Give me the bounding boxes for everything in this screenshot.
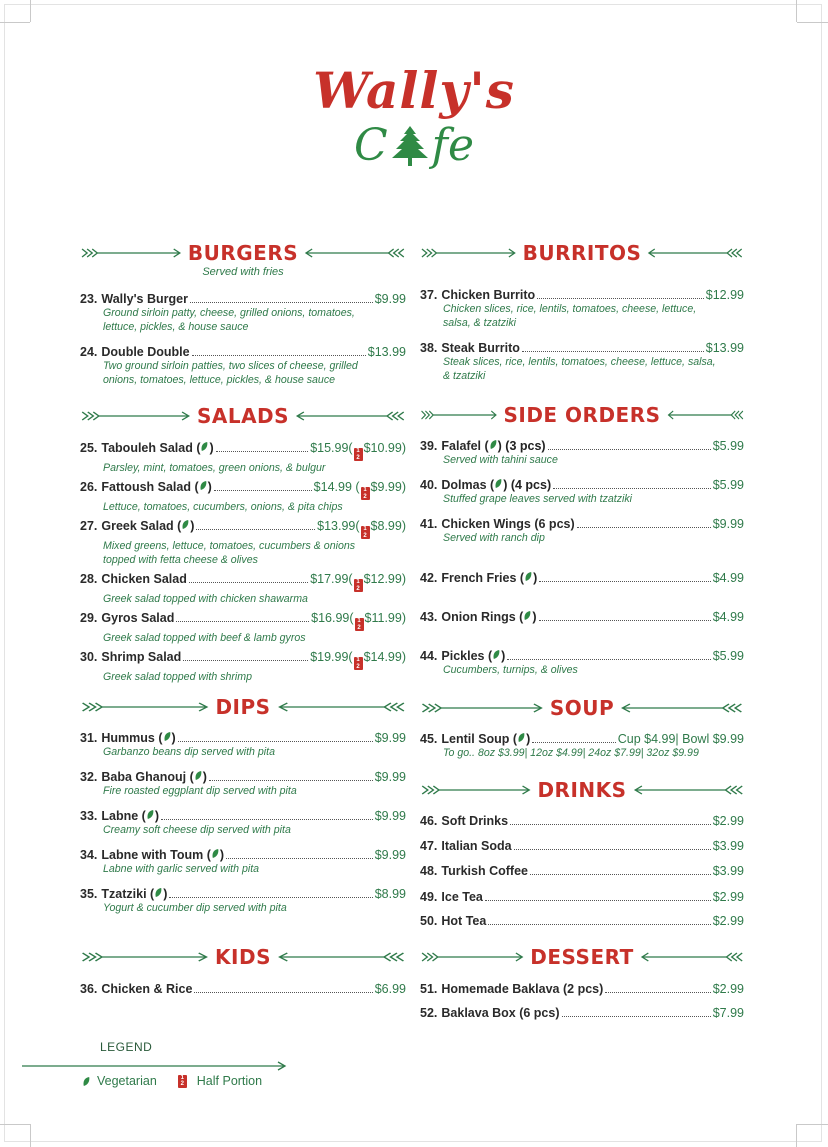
item-name: Tzatziki ( — [101, 887, 155, 901]
item-price: $13.99( 1 2 $8.99) — [317, 519, 406, 539]
item-number: 40. — [420, 478, 438, 492]
item-name: Pickles ( — [441, 649, 493, 663]
vegetarian-leaf-icon — [524, 571, 533, 582]
item-description: lettuce, pickles, & house sauce — [103, 321, 249, 333]
item-number: 47. — [420, 839, 438, 853]
item-name: Soft Drinks — [441, 814, 509, 828]
section-header — [420, 940, 744, 974]
item-price: $12.99 — [705, 288, 744, 302]
dot-leader — [189, 582, 308, 583]
item-number: 30. — [80, 650, 98, 664]
item-number: 32. — [80, 770, 98, 784]
vegetarian-leaf-icon — [523, 610, 532, 621]
item-description: Greek salad topped with beef & lamb gyros — [103, 632, 306, 644]
section-header — [420, 691, 744, 725]
item-name: Labne ( — [101, 809, 146, 823]
arrow-left-icon — [640, 950, 744, 964]
item-name: French Fries ( — [441, 571, 525, 585]
arrow-right-icon — [420, 246, 517, 260]
dot-leader — [176, 621, 309, 622]
item-number: 24. — [80, 345, 98, 359]
item-description: Ground sirloin patty, cheese, grilled onions, tomatoes, — [103, 307, 355, 319]
menu-item — [420, 890, 744, 904]
menu-item: 44. Pickles ( ) $5.99 Cucumbers, turnips, & olives — [420, 649, 744, 676]
vegetarian-leaf-icon — [494, 478, 503, 489]
menu-item: 39. Falafel ( ) (3 pcs) $5.99 Served with tahini sauce — [420, 439, 744, 466]
item-price: $17.99( 1 2 $12.99) — [310, 572, 406, 592]
dot-leader — [510, 824, 711, 825]
menu-item — [420, 864, 744, 878]
arrow-right-icon — [80, 409, 191, 423]
dot-leader — [178, 741, 373, 742]
item-number: 28. — [80, 572, 98, 586]
item-price: $6.99 — [374, 982, 406, 996]
arrow-right-icon — [420, 701, 544, 715]
item-number: 43. — [420, 610, 438, 624]
item-name: Greek Salad ( — [101, 519, 182, 533]
item-price: $2.99 — [712, 914, 744, 928]
item-name: Chicken Salad — [101, 572, 187, 586]
dot-leader — [190, 302, 373, 303]
item-description: Labne with garlic served with pita — [103, 863, 260, 875]
menu-item: 26. Fattoush Salad ( ) $14.99 ( 1 2 $9.99) Lettuce, tomatoes, cucumbers, onions, & pita chips — [80, 480, 406, 513]
menu-item — [420, 288, 744, 330]
item-price: $2.99 — [712, 890, 744, 904]
item-description: Fire roasted eggplant dip served with pita — [103, 785, 297, 797]
item-description: Cucumbers, turnips, & olives — [443, 664, 578, 676]
item-number: 42. — [420, 571, 438, 585]
menu-item — [420, 914, 744, 928]
section-header — [420, 773, 744, 807]
menu-item — [420, 814, 744, 828]
dot-leader — [553, 488, 711, 489]
item-name: Italian Soda — [441, 839, 512, 853]
arrow-right-icon — [80, 700, 209, 714]
menu-item: 40. Dolmas ( ) (4 pcs) $5.99 Stuffed grape leaves served with tzatziki — [420, 478, 744, 505]
item-price: $9.99 — [374, 809, 406, 823]
legend-items — [22, 1074, 292, 1088]
dot-leader — [514, 849, 711, 850]
dot-leader — [488, 924, 710, 925]
menu-item: 25. Tabouleh Salad ( ) $15.99( 1 2 $10.99) Parsley, mint, tomatoes, green onions, & bulgur — [80, 441, 406, 474]
dot-leader — [507, 659, 710, 660]
item-description: Mixed greens, lettuce, tomatoes, cucumbers & onions — [103, 540, 356, 552]
crop-mark — [797, 22, 828, 23]
item-description: Two ground sirloin patties, two slices of cheese, grilled — [103, 360, 358, 372]
item-price: $14.99 ( 1 2 $9.99) — [313, 480, 406, 500]
item-price: $8.99 — [374, 887, 406, 901]
section-title: KIDS — [215, 945, 271, 969]
menu-item: 34. Labne with Toum ( ) $9.99 Labne with garlic served with pita — [80, 848, 406, 875]
item-name: Onion Rings ( — [441, 610, 524, 624]
item-description: onions, tomatoes, lettuce, pickles, & house sauce — [103, 374, 336, 386]
item-description: Greek salad topped with shrimp — [103, 671, 252, 683]
vegetarian-leaf-icon — [82, 1076, 91, 1087]
item-number: 33. — [80, 809, 98, 823]
vegetarian-leaf-icon — [489, 439, 498, 450]
section-header — [420, 398, 744, 432]
section-title: DIPS — [215, 695, 271, 719]
crop-mark — [0, 22, 30, 23]
vegetarian-leaf-icon — [492, 649, 501, 660]
item-number: 31. — [80, 731, 98, 745]
dot-leader — [226, 858, 373, 859]
menu-item — [80, 292, 406, 334]
item-price: $16.99( 1 2 $11.99) — [311, 611, 406, 631]
item-number: 37. — [420, 288, 438, 302]
menu-item: 35. Tzatziki ( ) $8.99 Yogurt & cucumber dip served with pita — [80, 887, 406, 914]
item-description: Creamy soft cheese dip served with pita — [103, 824, 291, 836]
half-portion-icon: 1 2 — [354, 657, 363, 670]
arrow-right-icon — [420, 950, 524, 964]
item-name: Baba Ghanouj ( — [101, 770, 194, 784]
dot-leader — [577, 527, 711, 528]
item-number: 51. — [420, 982, 438, 996]
half-portion-icon: 1 2 — [361, 526, 370, 539]
item-price: $9.99 — [374, 848, 406, 862]
item-price: $3.99 — [712, 839, 744, 853]
arrow-right-icon — [420, 783, 531, 797]
menu-item — [80, 650, 406, 684]
dot-leader — [562, 1016, 711, 1017]
dot-leader — [196, 529, 315, 530]
section-header — [80, 399, 406, 433]
item-name: Tabouleh Salad ( — [101, 441, 201, 455]
item-price: $3.99 — [712, 864, 744, 878]
arrow-left-icon — [667, 408, 744, 422]
arrow-left-icon — [647, 246, 744, 260]
item-description: Yogurt & cucumber dip served with pita — [103, 902, 287, 914]
item-description: Parsley, mint, tomatoes, green onions, & bulgur — [103, 462, 326, 474]
vegetarian-leaf-icon — [154, 887, 163, 898]
section-header — [420, 236, 744, 270]
item-price: $15.99( 1 2 $10.99) — [310, 441, 406, 461]
arrow-left-icon — [277, 950, 406, 964]
item-number: 39. — [420, 439, 438, 453]
item-number: 29. — [80, 611, 98, 625]
arrow-right-icon — [80, 950, 209, 964]
item-number: 25. — [80, 441, 98, 455]
item-price: $4.99 — [712, 571, 744, 585]
vegetarian-leaf-icon — [200, 441, 209, 452]
logo-title: Wally's — [313, 61, 515, 120]
section-title: SIDE ORDERS — [503, 403, 661, 427]
item-name: Falafel ( — [441, 439, 489, 453]
menu-item — [420, 517, 744, 545]
menu-item — [80, 345, 406, 387]
section-title: BURRITOS — [522, 241, 642, 265]
item-price: $5.99 — [712, 649, 744, 663]
item-description: Steak slices, rice, lentils, tomatoes, cheese, lettuce, salsa, — [443, 356, 716, 368]
arrow-left-icon — [633, 783, 744, 797]
item-price: $9.99 — [712, 517, 744, 531]
dot-leader — [485, 900, 711, 901]
item-price: $5.99 — [712, 439, 744, 453]
menu-item — [420, 839, 744, 853]
item-name: Shrimp Salad — [101, 650, 182, 664]
half-portion-icon: 1 2 — [354, 579, 363, 592]
item-name: Dolmas ( — [441, 478, 495, 492]
item-number: 45. — [420, 732, 438, 746]
dot-leader — [532, 742, 615, 743]
vegetarian-leaf-icon — [211, 848, 220, 859]
item-name: Homemade Baklava (2 pcs) — [441, 982, 604, 996]
legend-half-portion: Half Portion — [196, 1074, 263, 1088]
vegetarian-leaf-icon — [146, 809, 155, 820]
dot-leader — [537, 298, 704, 299]
menu-item: 27. Greek Salad ( ) $13.99( 1 2 $8.99) Mixed greens, lettuce, tomatoes, cucumbers & onions topped with fetta cheese & olives — [80, 519, 406, 566]
arrow-left-icon — [620, 701, 744, 715]
dot-leader — [183, 660, 308, 661]
item-price: $19.99( 1 2 $14.99) — [310, 650, 406, 670]
item-price: $5.99 — [712, 478, 744, 492]
menu-item: 33. Labne ( ) $9.99 Creamy soft cheese dip served with pita — [80, 809, 406, 836]
item-name: Hummus ( — [101, 731, 163, 745]
menu-item: 32. Baba Ghanouj ( ) $9.99 Fire roasted eggplant dip served with pita — [80, 770, 406, 797]
item-price: $9.99 — [374, 731, 406, 745]
item-description: salsa, & tzatziki — [443, 317, 517, 329]
half-portion-icon: 1 2 — [354, 448, 363, 461]
section-dessert — [420, 940, 744, 974]
menu-item — [420, 341, 744, 383]
item-price: $13.99 — [705, 341, 744, 355]
arrow-left-icon — [304, 246, 406, 260]
item-name: Ice Tea — [441, 890, 483, 904]
arrow-right-icon — [80, 246, 182, 260]
section-title: DRINKS — [537, 778, 627, 802]
section-header — [80, 940, 406, 974]
item-number: 38. — [420, 341, 438, 355]
vegetarian-leaf-icon — [517, 732, 526, 743]
dot-leader — [209, 780, 373, 781]
item-name: Gyros Salad — [101, 611, 175, 625]
item-number: 26. — [80, 480, 98, 494]
section-side-orders — [420, 398, 744, 432]
item-price: $9.99 — [374, 292, 406, 306]
vegetarian-leaf-icon — [181, 519, 190, 530]
menu-item: 42. French Fries ( ) $4.99 — [420, 571, 744, 585]
dot-leader — [522, 351, 704, 352]
item-number: 52. — [420, 1006, 438, 1020]
item-name: Turkish Coffee — [441, 864, 528, 878]
dot-leader — [539, 620, 711, 621]
section-burritos — [420, 236, 744, 270]
item-name: Chicken Wings (6 pcs) — [441, 517, 575, 531]
menu-item — [420, 982, 744, 996]
legend-arrow-icon — [22, 1058, 292, 1068]
item-name: Lentil Soup ( — [441, 732, 518, 746]
item-number: 34. — [80, 848, 98, 862]
menu-item — [80, 611, 406, 645]
dot-leader — [192, 355, 366, 356]
arrow-right-icon — [420, 408, 497, 422]
section-header — [80, 236, 406, 270]
item-number: 27. — [80, 519, 98, 533]
menu-item: 43. Onion Rings ( ) $4.99 — [420, 610, 744, 624]
item-number: 41. — [420, 517, 438, 531]
dot-leader — [539, 581, 710, 582]
legend-vegetarian: Vegetarian — [97, 1074, 157, 1088]
item-price: $2.99 — [712, 982, 744, 996]
vegetarian-leaf-icon — [199, 480, 208, 491]
vegetarian-leaf-icon — [163, 731, 172, 742]
item-description: Served with ranch dip — [443, 532, 545, 544]
section-soup — [420, 691, 744, 725]
section-kids — [80, 940, 406, 974]
item-number: 48. — [420, 864, 438, 878]
section-title: SALADS — [196, 404, 290, 428]
item-name: Steak Burrito — [441, 341, 520, 355]
menu-item: 45. Lentil Soup ( ) Cup $4.99| Bowl $9.99 To go.. 8oz $3.99| 12oz $4.99| 24oz $7.99| 32oz $9.99 — [420, 732, 744, 759]
item-description: To go.. 8oz $3.99| 12oz $4.99| 24oz $7.99| 32oz $9.99 — [443, 747, 699, 759]
dot-leader — [216, 451, 309, 452]
item-price: $2.99 — [712, 814, 744, 828]
item-number: 35. — [80, 887, 98, 901]
item-price: $4.99 — [712, 610, 744, 624]
arrow-left-icon — [295, 409, 406, 423]
item-price: Cup $4.99| Bowl $9.99 — [617, 732, 744, 746]
item-name: Wally's Burger — [101, 292, 188, 306]
section-drinks — [420, 773, 744, 807]
legend — [22, 1040, 292, 1088]
section-burgers — [80, 236, 406, 278]
cedar-tree-icon — [390, 124, 430, 168]
menu-item — [420, 1006, 744, 1020]
item-name: Labne with Toum ( — [101, 848, 211, 862]
menu-item: 31. Hummus ( ) $9.99 Garbanzo beans dip served with pita — [80, 731, 406, 758]
item-description: topped with fetta cheese & olives — [103, 554, 258, 566]
half-portion-icon: 1 2 — [178, 1075, 187, 1088]
item-price: $9.99 — [374, 770, 406, 784]
section-header — [80, 690, 406, 724]
item-name: Chicken Burrito — [441, 288, 536, 302]
item-description: Stuffed grape leaves served with tzatziki — [443, 493, 633, 505]
dot-leader — [214, 490, 312, 491]
item-description: Served with tahini sauce — [443, 454, 558, 466]
item-name: Baklava Box (6 pcs) — [441, 1006, 560, 1020]
crop-mark — [796, 1124, 797, 1147]
item-price: $7.99 — [712, 1006, 744, 1020]
crop-mark — [796, 0, 797, 22]
item-description: Chicken slices, rice, lentils, tomatoes, cheese, lettuce, — [443, 303, 697, 315]
section-salads — [80, 399, 406, 433]
arrow-left-icon — [277, 700, 406, 714]
legend-title: LEGEND — [100, 1040, 153, 1054]
crop-mark — [0, 1124, 30, 1125]
item-number: 23. — [80, 292, 98, 306]
section-title: DESSERT — [530, 945, 634, 969]
item-number: 36. — [80, 982, 98, 996]
vegetarian-leaf-icon — [194, 770, 203, 781]
item-name: Hot Tea — [441, 914, 487, 928]
item-number: 46. — [420, 814, 438, 828]
menu-item — [80, 982, 406, 996]
dot-leader — [548, 449, 711, 450]
dot-leader — [605, 992, 710, 993]
item-price: $13.99 — [367, 345, 406, 359]
item-number: 44. — [420, 649, 438, 663]
item-name: Double Double — [101, 345, 190, 359]
crop-mark — [797, 1124, 828, 1125]
crop-mark — [30, 1124, 31, 1147]
item-description: Greek salad topped with chicken shawarma — [103, 593, 308, 605]
cafe-logo — [0, 62, 828, 172]
dot-leader — [169, 897, 372, 898]
section-title: BURGERS — [187, 241, 299, 265]
item-description: Garbanzo beans dip served with pita — [103, 746, 275, 758]
half-portion-icon: 1 2 — [355, 618, 364, 631]
item-number: 49. — [420, 890, 438, 904]
section-note: Served with fries — [202, 266, 284, 278]
menu-item — [80, 572, 406, 606]
section-title: SOUP — [549, 696, 615, 720]
item-description: & tzatziki — [443, 370, 486, 382]
dot-leader — [161, 819, 373, 820]
section-dips — [80, 690, 406, 724]
crop-mark — [30, 0, 31, 22]
item-number: 50. — [420, 914, 438, 928]
item-name: Chicken & Rice — [101, 982, 193, 996]
item-description: Lettuce, tomatoes, cucumbers, onions, & pita chips — [103, 501, 343, 513]
half-portion-icon: 1 2 — [361, 487, 370, 500]
dot-leader — [530, 874, 711, 875]
item-name: Fattoush Salad ( — [101, 480, 199, 494]
logo-subtitle: C fe — [354, 120, 474, 171]
dot-leader — [194, 992, 372, 993]
